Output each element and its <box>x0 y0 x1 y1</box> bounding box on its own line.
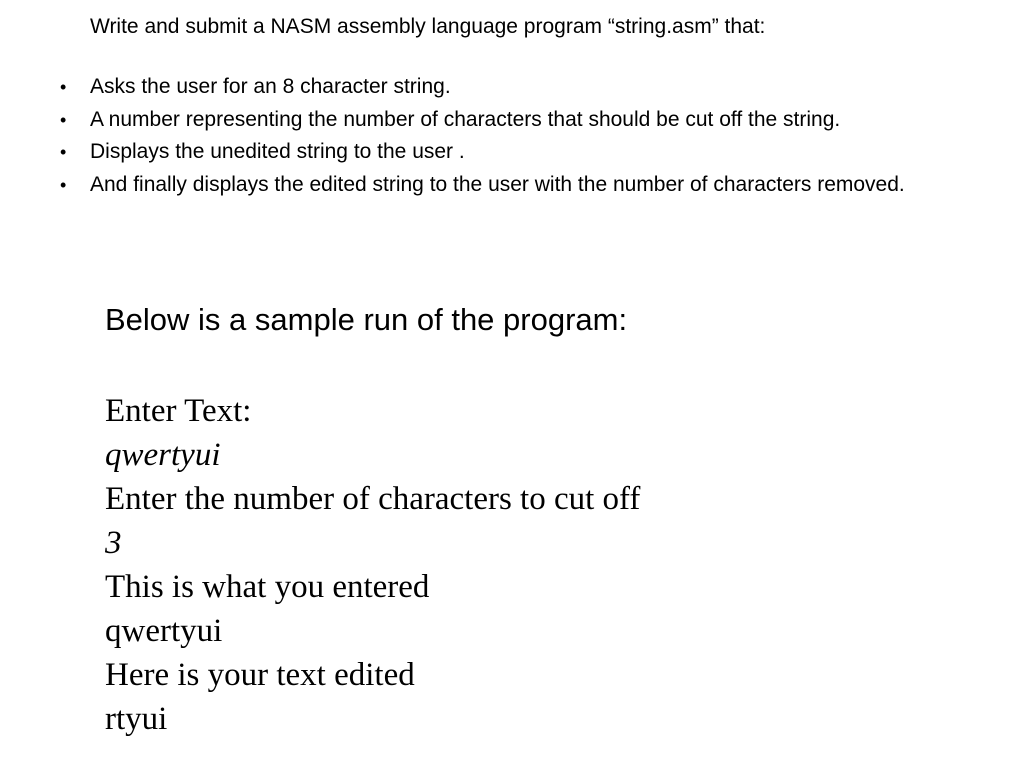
requirement-item <box>0 169 970 202</box>
requirements-list <box>0 71 1000 201</box>
bullet-icon: • <box>60 77 67 97</box>
sample-run-line: Enter Text: <box>105 393 252 429</box>
bullet-icon: • <box>60 142 67 162</box>
sample-run-line: This is what you entered <box>105 569 430 605</box>
assignment-intro: Write and submit a NASM assembly language program “string.asm” that: <box>90 15 766 38</box>
bullet-icon: • <box>60 109 67 130</box>
requirement-text: Asks the user for an 8 character string. <box>90 75 451 98</box>
sample-run-line: qwertyui <box>105 437 221 473</box>
requirement-item <box>0 104 970 137</box>
sample-run-line: rtyui <box>105 701 168 737</box>
sample-run-heading: Below is a sample run of the program: <box>105 302 628 337</box>
sample-run-line: Here is your text edited <box>105 657 415 693</box>
requirement-text: Displays the unedited string to the user . <box>90 140 465 163</box>
sample-run-line: qwertyui <box>105 613 223 649</box>
requirement-item <box>0 136 970 169</box>
sample-run-transcript <box>105 389 640 741</box>
sample-run-line: Enter the number of characters to cut off <box>105 481 641 517</box>
sample-run-line: 3 <box>105 525 122 561</box>
requirement-text: And finally displays the edited string to the user with the number of characters removed. <box>90 172 905 196</box>
requirement-text: A number representing the number of characters that should be cut off the string. <box>90 107 841 131</box>
requirement-item <box>0 71 970 104</box>
bullet-icon: • <box>60 174 67 195</box>
